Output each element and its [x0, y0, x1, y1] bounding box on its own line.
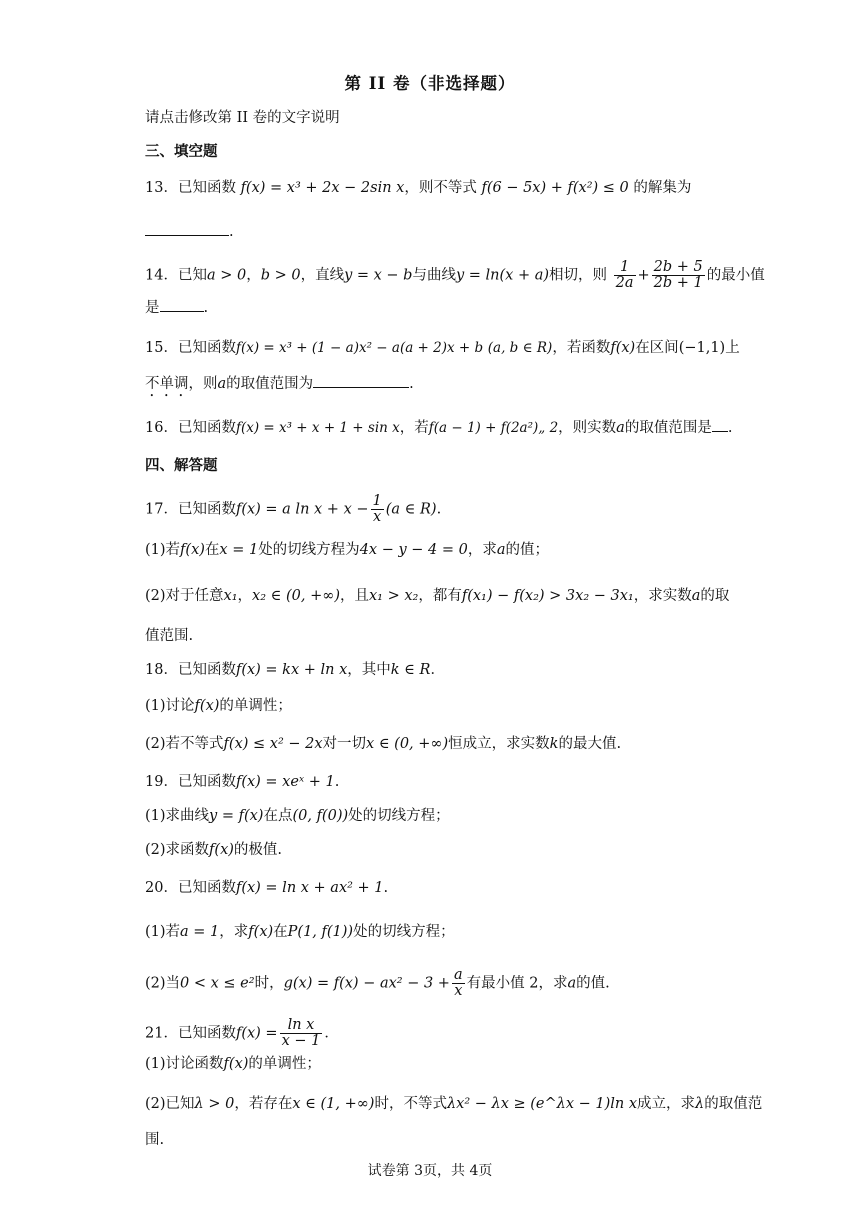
q17-function: f(x) = a ln x + x −	[235, 501, 369, 518]
answer-blank	[712, 419, 728, 432]
question-19-part-1	[145, 806, 735, 826]
answer-blank	[145, 223, 229, 236]
q16-text: ，若	[399, 420, 429, 436]
q18-domain: x ∈ (0, +∞)	[366, 736, 449, 752]
q17-text: ，求实数	[633, 588, 692, 604]
q18-text: 对一切	[322, 736, 367, 752]
q21-text: 21．已知函数	[145, 1025, 236, 1042]
q15-interval: (−1,1)	[678, 340, 726, 356]
question-17-stem	[145, 494, 735, 525]
question-19-stem	[145, 772, 735, 792]
q13-text: ，则不等式	[404, 180, 477, 196]
answer-blank	[160, 299, 204, 312]
q13-inequality: f(6 − 5x) + f(x²) ≤ 0	[481, 180, 629, 196]
question-20-part-1	[145, 922, 735, 942]
answer-blank	[313, 375, 409, 388]
q14-sep: ，	[246, 267, 261, 284]
q14-text: 与曲线	[412, 267, 456, 284]
q15-fx: f(x)	[610, 340, 636, 356]
q17-text: 17．已知函数	[145, 501, 236, 518]
q17-text: ，求	[467, 542, 497, 558]
q15-text: ，若函数	[552, 340, 611, 356]
q20-text: 有最小值 2，求	[466, 975, 568, 992]
q20-text: 的值.	[576, 975, 610, 992]
q18-function: f(x) = kx + ln x	[235, 662, 348, 678]
q21-text: 成立，求	[637, 1096, 696, 1112]
question-15-line-2	[145, 374, 735, 400]
q19-curve: y = f(x)	[209, 808, 264, 824]
q19-text: 在点	[263, 808, 293, 824]
q17-sep: ，	[237, 588, 253, 604]
q20-function: f(x) = ln x + ax² + 1	[235, 880, 384, 896]
q20-var: a	[567, 975, 577, 992]
q19-text: (1)求曲线	[145, 808, 210, 824]
q18-fx: f(x)	[194, 698, 220, 714]
q21-condition: λ > 0	[194, 1096, 235, 1112]
q17-x2: x₂ ∈ (0, +∞)	[252, 588, 340, 604]
q21-text: 的单调性；	[248, 1056, 321, 1072]
page-title: 第 II 卷（非选择题）	[344, 74, 516, 93]
q19-end: .	[334, 774, 340, 790]
question-21-part-2	[145, 1094, 763, 1114]
q18-inequality: f(x) ≤ x² − 2x	[223, 736, 323, 752]
q18-text: 18．已知函数	[145, 662, 236, 678]
q20-text: (2)当	[145, 975, 181, 992]
question-16	[145, 418, 735, 438]
q19-fx: f(x)	[209, 842, 234, 858]
q17-x1: x₁	[223, 588, 238, 604]
question-20-stem	[145, 878, 735, 898]
q16-function: f(x) = x³ + x + 1 + sin x	[235, 420, 400, 436]
q15-var: a	[217, 376, 227, 392]
q14-curve-eq: y = ln(x + a)	[455, 267, 550, 284]
q16-text: ，则实数	[558, 420, 617, 436]
q15-text: 的取值范围为	[226, 376, 314, 392]
q17-text: (2)对于任意	[145, 588, 224, 604]
question-18-part-2	[145, 734, 735, 754]
q17-text: 的取	[700, 588, 730, 604]
q14-plus: +	[637, 267, 650, 284]
question-17-part-2-cont: 值范围.	[145, 628, 194, 644]
q20-domain: 0 < x ≤ e²	[180, 975, 255, 992]
q14-text: ，直线	[300, 267, 345, 284]
q20-text: ，求	[219, 924, 249, 940]
q17-text: (1)若	[145, 542, 181, 558]
q21-domain: x ∈ (1, +∞)	[292, 1096, 375, 1112]
q14-line-eq: y = x − b	[344, 267, 413, 284]
q21-text: 的取值范	[704, 1096, 763, 1112]
question-19-part-2	[145, 840, 735, 860]
q19-function: f(x) = xeˣ + 1	[235, 774, 335, 790]
q17-text: ，且	[339, 588, 369, 604]
q18-text: ，其中	[347, 662, 391, 678]
question-20-part-2	[145, 968, 735, 999]
q17-condition: (a ∈ R)	[385, 501, 437, 518]
question-14-line-1	[145, 259, 765, 291]
q19-text: (2)求函数	[145, 842, 210, 858]
q17-tangent-eq: 4x − y − 4 = 0	[359, 542, 468, 558]
question-15-line-1	[145, 338, 740, 358]
q20-text: 处的切线方程；	[353, 924, 455, 940]
q14-cond-b: b > 0	[260, 267, 301, 284]
q20-text: (1)若	[145, 924, 181, 940]
q17-text: 的值；	[505, 542, 549, 558]
question-21-part-1	[145, 1054, 735, 1074]
q13-end: .	[229, 224, 234, 240]
q19-text: 的极值.	[233, 842, 283, 858]
q16-end: .	[727, 420, 733, 436]
q17-text: ，都有	[418, 588, 462, 604]
question-21-stem	[145, 1018, 735, 1049]
question-17-part-1	[145, 540, 735, 560]
q20-point: P(1, f(1))	[287, 924, 354, 940]
q13-text: 的解集为	[633, 180, 692, 196]
q15-text: 15．已知函数	[145, 340, 236, 356]
q21-fx: f(x)	[223, 1056, 249, 1072]
question-14-line-2	[145, 298, 735, 318]
q16-text: 16．已知函数	[145, 420, 236, 436]
q16-var: a	[616, 420, 625, 436]
q20-g-function: g(x) = f(x) − ax² − 3 +	[283, 975, 450, 992]
q17-var: a	[496, 542, 506, 558]
question-21-part-2-cont: 围.	[145, 1132, 165, 1148]
question-18-stem	[145, 660, 735, 680]
q19-text: 处的切线方程；	[348, 808, 450, 824]
q15-text: ，则	[188, 376, 218, 392]
q18-text: (2)若不等式	[145, 736, 224, 752]
page-footer: 试卷第 3页，共 4页	[367, 1163, 493, 1179]
q15-text: 上	[725, 340, 740, 356]
q14-text: 的最小值	[706, 267, 765, 284]
q14-text: 相切，则	[549, 267, 608, 284]
q21-text: ，若存在	[234, 1096, 293, 1112]
question-13-line-1	[145, 178, 735, 198]
q21-inequality: λx² − λx ≥ (e^λx − 1)ln x	[446, 1096, 638, 1112]
q18-text: 的单调性；	[219, 698, 292, 714]
q14-text: 14．已知	[145, 267, 207, 284]
question-17-part-2	[145, 586, 735, 606]
q21-text: (1)讨论函数	[145, 1056, 224, 1072]
q21-function: f(x) =	[235, 1025, 278, 1042]
q17-fx: f(x)	[180, 542, 205, 558]
q14-fraction-2: $\frac{2b + 5}{2b + 1}$	[653, 259, 703, 291]
q18-text: 恒成立，求实数	[448, 736, 550, 752]
q21-text: 时，不等式	[374, 1096, 447, 1112]
q14-fraction-1: $\frac{1}{2a}$	[615, 259, 634, 291]
section-heading-fill: 三、填空题	[145, 143, 218, 160]
q20-text: 20．已知函数	[145, 880, 236, 896]
q17-var: a	[691, 588, 701, 604]
q17-end: .	[436, 501, 442, 518]
q17-text: 在	[204, 542, 220, 558]
section-note[interactable]: 请点击修改第 II 卷的文字说明	[145, 110, 340, 126]
question-13-line-2	[145, 222, 735, 242]
q15-emphasis: 不单调	[145, 376, 189, 392]
q14-cond-a: a > 0	[206, 267, 247, 284]
q17-x: x = 1	[219, 542, 259, 558]
q15-end: .	[409, 376, 414, 392]
q19-text: 19．已知函数	[145, 774, 236, 790]
q20-text: 时，	[254, 975, 284, 992]
q20-condition: a = 1	[180, 924, 220, 940]
q18-condition: k ∈ R	[390, 662, 431, 678]
q20-end: .	[383, 880, 389, 896]
q15-function: f(x) = x³ + (1 − a)x² − a(a + 2)x + b	[235, 340, 484, 356]
q17-fraction: $\frac{1}{x}$	[372, 493, 382, 525]
question-18-part-1	[145, 696, 735, 716]
q18-var: k	[549, 736, 559, 752]
q16-text: 的取值范围是	[624, 420, 712, 436]
q15-condition: (a, b ∈ R)	[487, 340, 553, 356]
q18-end: ．	[430, 662, 445, 678]
section-heading-answer: 四、解答题	[145, 457, 218, 474]
q17-compare: x₁ > x₂	[368, 588, 419, 604]
q20-fx: f(x)	[248, 924, 274, 940]
q13-text: 13．已知函数	[145, 180, 236, 196]
q20-text: 在	[273, 924, 288, 940]
q16-inequality: f(a − 1) + f(2a²)„ 2	[428, 420, 559, 436]
q13-function: f(x) = x³ + 2x − 2sin x	[240, 180, 405, 196]
q18-text: (1)讨论	[145, 698, 195, 714]
q21-var: λ	[695, 1096, 705, 1112]
q20-fraction: $\frac{a}{x}$	[453, 967, 463, 999]
q14-end: .	[203, 300, 209, 316]
q17-text: 处的切线方程为	[258, 542, 360, 558]
q19-point: (0, f(0))	[292, 808, 349, 824]
q21-fraction: $\frac{\text{ln x}}{x - 1}$	[281, 1017, 321, 1049]
q18-text: 的最大值.	[558, 736, 622, 752]
q15-text: 在区间	[635, 340, 679, 356]
q14-text: 是	[145, 300, 160, 316]
q21-text: (2)已知	[145, 1096, 195, 1112]
q17-inequality: f(x₁) − f(x₂) > 3x₂ − 3x₁	[461, 588, 634, 604]
q21-end: ．	[324, 1025, 339, 1042]
